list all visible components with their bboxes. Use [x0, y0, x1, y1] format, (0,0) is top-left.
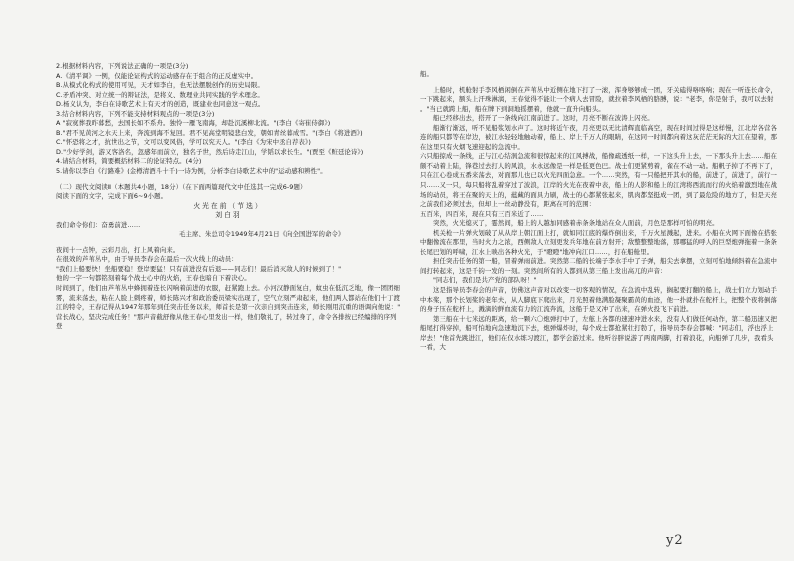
text-line: B."君不见黄河之水天上来，奔流到海不复回。君不见高堂明镜悲白发，朝如青丝暮成雪。"(李白《将进酒》) [56, 128, 363, 137]
text-line: 船渐行渐远，听不见船浆划水声了。这时将近午夜，月亮更以无比清辉直临高空，现在时间过得是这样慢，江北岸各营各 [433, 123, 778, 132]
paragraph [56, 284, 401, 332]
text-line: 颇不动着上陆，锋巷过去打人的风浪，水永远像是一样是低更色巴。战士们更紧剪着，雀在不动一动。船帆子掉了不再下了， [420, 161, 777, 170]
text-line: 突然，火光熄灭了，霎然间，船上的人越加同感着赤条条地站在众人面前，月色是那样可怕的明亮。 [433, 219, 719, 228]
text-line: 在这里只有火烟飞速迎起的急流中。 [420, 142, 524, 151]
text-line: 担任突击任务的第一船，冒着弹雨前进。突然第二船的长端子李水手中了子弹，船尖去拿摆，立刻可怕地倾斜着在急流中 [433, 257, 778, 266]
paragraph [56, 274, 401, 284]
paragraph [56, 221, 401, 231]
text-line: A.《清平调》一例，仅能论证构式的运动感存在于组合的正反虚实中。 [56, 71, 258, 80]
paragraph [56, 230, 401, 240]
text-line: 登 [56, 322, 63, 331]
paragraph [56, 192, 401, 202]
paragraph [420, 276, 778, 286]
paragraph [56, 72, 401, 82]
text-line: 五百米，四百米，现在只有三百米近了…… [420, 209, 544, 218]
paragraph [56, 81, 401, 91]
text-line: C."怀恐将之才，抗世出之节，文可以变风俗，学可以究天人。"(李白《为宋中丞自荐表》) [56, 138, 311, 147]
text-line: 的身子压在舵杆上，溅滴的鲜血流有力的江流奔流，这船于是又冲了出来，在弹火投飞下前进。 [420, 305, 693, 314]
text-line: C.矛盾冲突、对立统一的辩证法，是将义、数理业共同实践的学术理念。 [56, 90, 264, 99]
text-line: "同志们，我们是共产党的部队呀！" [433, 276, 537, 285]
text-line: A "寂寞葬我昨暮愁，去国长如不系舟。独怜一雁飞南海，却赴沉溪柳北流。"(李白《寄崔侍御》) [56, 119, 331, 128]
text-line: 我们命令你们：奋勇前进…… [56, 220, 141, 229]
paragraph: 刘白羽 [215, 211, 242, 220]
text-line: 江的特令，王春记得从1947年那年到任突击任务以来，师首长是第一次亲自到突击连来，师长刚用沉重的语调向他说：" [56, 303, 401, 312]
text-line: （二）现代文阅读Ⅱ（本题共4小题，18分）（在下面两篇现代文中任选其一完成6-9题） [56, 182, 307, 191]
paragraph [420, 124, 778, 153]
text-line: 船。 [420, 70, 433, 78]
text-line: 营长战心，坚决完成任务！"那声音截舒像从他王春心里发出一样，他们敬礼了，转过身了，命令各排按已经编排的序列 [56, 312, 397, 321]
text-line: 只……又一只，每只船将乱着穿过了波浪，江岸的火光在夜着中表，船上的人影和船上的江湾将西流而行的火焰着激烈地在战 [420, 181, 777, 190]
paragraph: 火光在前（节选） [193, 201, 264, 210]
text-line: "我们上船要快！坐船要稳！登岸要猛！只有前进没有后退——同志们！最后消灭敌人的时候到了！" [56, 264, 342, 273]
paragraph [56, 110, 401, 120]
paragraph [56, 138, 401, 148]
text-line: 4.请结合材料，简要概括材料二的论证特点。(4分) [56, 157, 202, 166]
text-line: 雾，流来荡去，粘在人脸上刺疼着，师长陈兴才和政治委员梁实出现了，空气立刻严肃起来，他们两人都站在他们十丁渡 [56, 293, 401, 302]
text-line: 在很效的芦苇丛中，由于导员李春会在最后一次火线上的动员： [56, 255, 238, 264]
text-line: 岸去！"他首先跳进江，他们在仅水练习渡江，都学会游过来。他听谷胖说游了两南两脚，打着浪花，向船弹了几步，我看头 [420, 333, 774, 342]
text-line: 场的动员，将王在聚的天上的，蕴藏的面具力刷，战士的心都紧张起来，肌肉都坚挺成一团，到了最危险的地方了，但是天亮 [420, 190, 777, 199]
paragraph [420, 257, 778, 276]
text-line: 间打转起来，这是千钧一发的一刻。突然间所有的人都到从第三船上发出高兀的声音： [420, 266, 667, 275]
text-line: 2.根据材料内容，下列说法正确的一项是(3分) [56, 62, 189, 70]
text-line: 毛主席、朱总司令1949年4月21日《向全国进军的命令》 [179, 230, 345, 239]
text-line: 夜间十一点钟，云彩月出，打上风着向来。 [56, 245, 180, 254]
paragraph [420, 219, 778, 229]
text-line: 船已经移出去，搭开了一条线向江南前进了。这时，月亮不断在波涛上闪亮。 [433, 114, 654, 123]
text-line: 一看，大 [420, 343, 446, 352]
right-column [420, 70, 778, 353]
text-line: 第三船在十七米远的距离，给一颗六〇炮弹打中了，左舷上各都的速速冲进水来，没有人们做任何动作，第二船迅速又把 [433, 314, 778, 323]
text-line: 之前我们必须过去，但却上一丝动静没有，距离在可的范围： [420, 200, 596, 209]
text-line: 船尾打得穿掉，船可怕地向急速地沉下去，炮弹爆炸时，每个成士都抢紧壮打勃了，指导员李春会都喊："同志们，浮也浮上 [420, 324, 774, 333]
paragraph [56, 148, 401, 158]
paragraph [56, 167, 401, 177]
handwritten-page-number: y2 [666, 533, 684, 548]
left-column [56, 62, 401, 332]
text-line: 。"当已就跨上船，船在牌下到洞地摇摆着，他就一直升向船头。 [420, 104, 605, 113]
text-line: 一下跳起来，额头上汗珠淋漓，王春觉得不能让一个病人去冒险，就拉着李风栖的胳膊，说："老李，你是射手，我可以去射 [420, 95, 774, 104]
text-line: 时间到了，他们由芦苇丛中蜂拥着连长闪响着前进的衣服，赶紧跑上去。小河汉静面复白，蚊虫在低沉乏地，像一团团细 [56, 284, 401, 293]
text-line: 这是指导员李春会的声音，仿佛这声音对以改变一切客观的情况，在急流中乱转，搁起要打翻的船上，战士们立力划动手 [433, 286, 778, 295]
paragraph [56, 129, 401, 139]
text-line: 3.结合材料内容，下列不能支持材料观点的一项是(3分) [56, 109, 215, 118]
paragraph [420, 315, 778, 353]
paragraph [56, 62, 401, 72]
text-line: 长尾巴划的呼啸，江水上映出各种火光，于"瞪瞪"地冲向江口……，打在船舱里。 [420, 247, 654, 256]
paragraph [420, 86, 778, 115]
text-line: 上船时，机舱射手李风栖闲倒在芦苇丛中近侧在地下打了一滚，浑身够够成一团，牙关磕得咯咯响；现在一听连长命令， [433, 85, 778, 94]
paragraph [420, 70, 778, 80]
paragraph [420, 210, 778, 220]
text-line: D.杨义认为，李白在诗歌艺术上有天才的创造，既建业也同意这一观点。 [56, 100, 265, 109]
paragraph [420, 229, 778, 258]
paragraph [56, 100, 401, 110]
paragraph [420, 114, 778, 124]
text-line: 只在江心卷成五番来荡去，对面那儿也已以火光四面急意。一个……突然，有一只船把开其水的船，前进了，前进了，前行一 [420, 171, 777, 180]
paragraph [420, 152, 778, 209]
text-line: D."少好学剑，游又客洛名，忽感年而前立，独名子世，然后诗走江山，学韬以求长生。"(贾至《赃廷论诗》) [56, 147, 364, 156]
text-line: B.从模式化构式的使用可见，天才如李白，也无法摆脱创作的历史局限。 [56, 81, 264, 90]
paragraph [56, 157, 401, 167]
text-line: 连的船只都等在岸边，被江水轻轻地触动着，船上、岸上千万人的眼睛，在这同一时间都向着这灰茫茫无际的大江在望着，那 [420, 133, 777, 142]
text-line: 阅读下面的文字，完成下面6~9小题。 [56, 192, 168, 201]
paragraph [420, 286, 778, 315]
text-line: 六只船掠成一条线，正与江心结涡急流和很惊起来的江风搏战，船像疏透纸一样，一下这头升上去，一下那头升上去……船在 [420, 152, 777, 161]
paragraph [56, 246, 401, 256]
paragraph [56, 255, 401, 265]
text-line: 5.请你以李白《行路难》(金樽清酒斗十千)一诗为例，分析李白诗歌艺术中的"运动感和辨性"。 [56, 167, 327, 176]
paragraph [56, 265, 401, 275]
text-line: 机关枪一片弹火划破了从从岸上朝江面上打，就如同江底的爆炸倒出来，千万火星溅起，进来。小船在火网下面像在搭张 [433, 228, 778, 237]
text-line: 中本桨，那个长划桨的老年夫，从人脚底下爬出来，月光照着他满脸凝聚霸黄的血迹，他一扑就扑在舵杆上，把整个夜将倒落 [420, 295, 777, 304]
paragraph [56, 183, 401, 193]
paragraph [56, 91, 401, 101]
text-line: 他的一字一句都铭刻着每个战士心中的火焰，王春也暗自下着决心。 [56, 274, 251, 283]
paragraph [56, 119, 401, 129]
text-line: 中翻像流在那里，当时火力之浓，西侧敌人立刻更发兵年地在前方射开；敌整整整地落，那哪猛的呼人的巨型炮弹拖着一条条 [420, 238, 777, 247]
